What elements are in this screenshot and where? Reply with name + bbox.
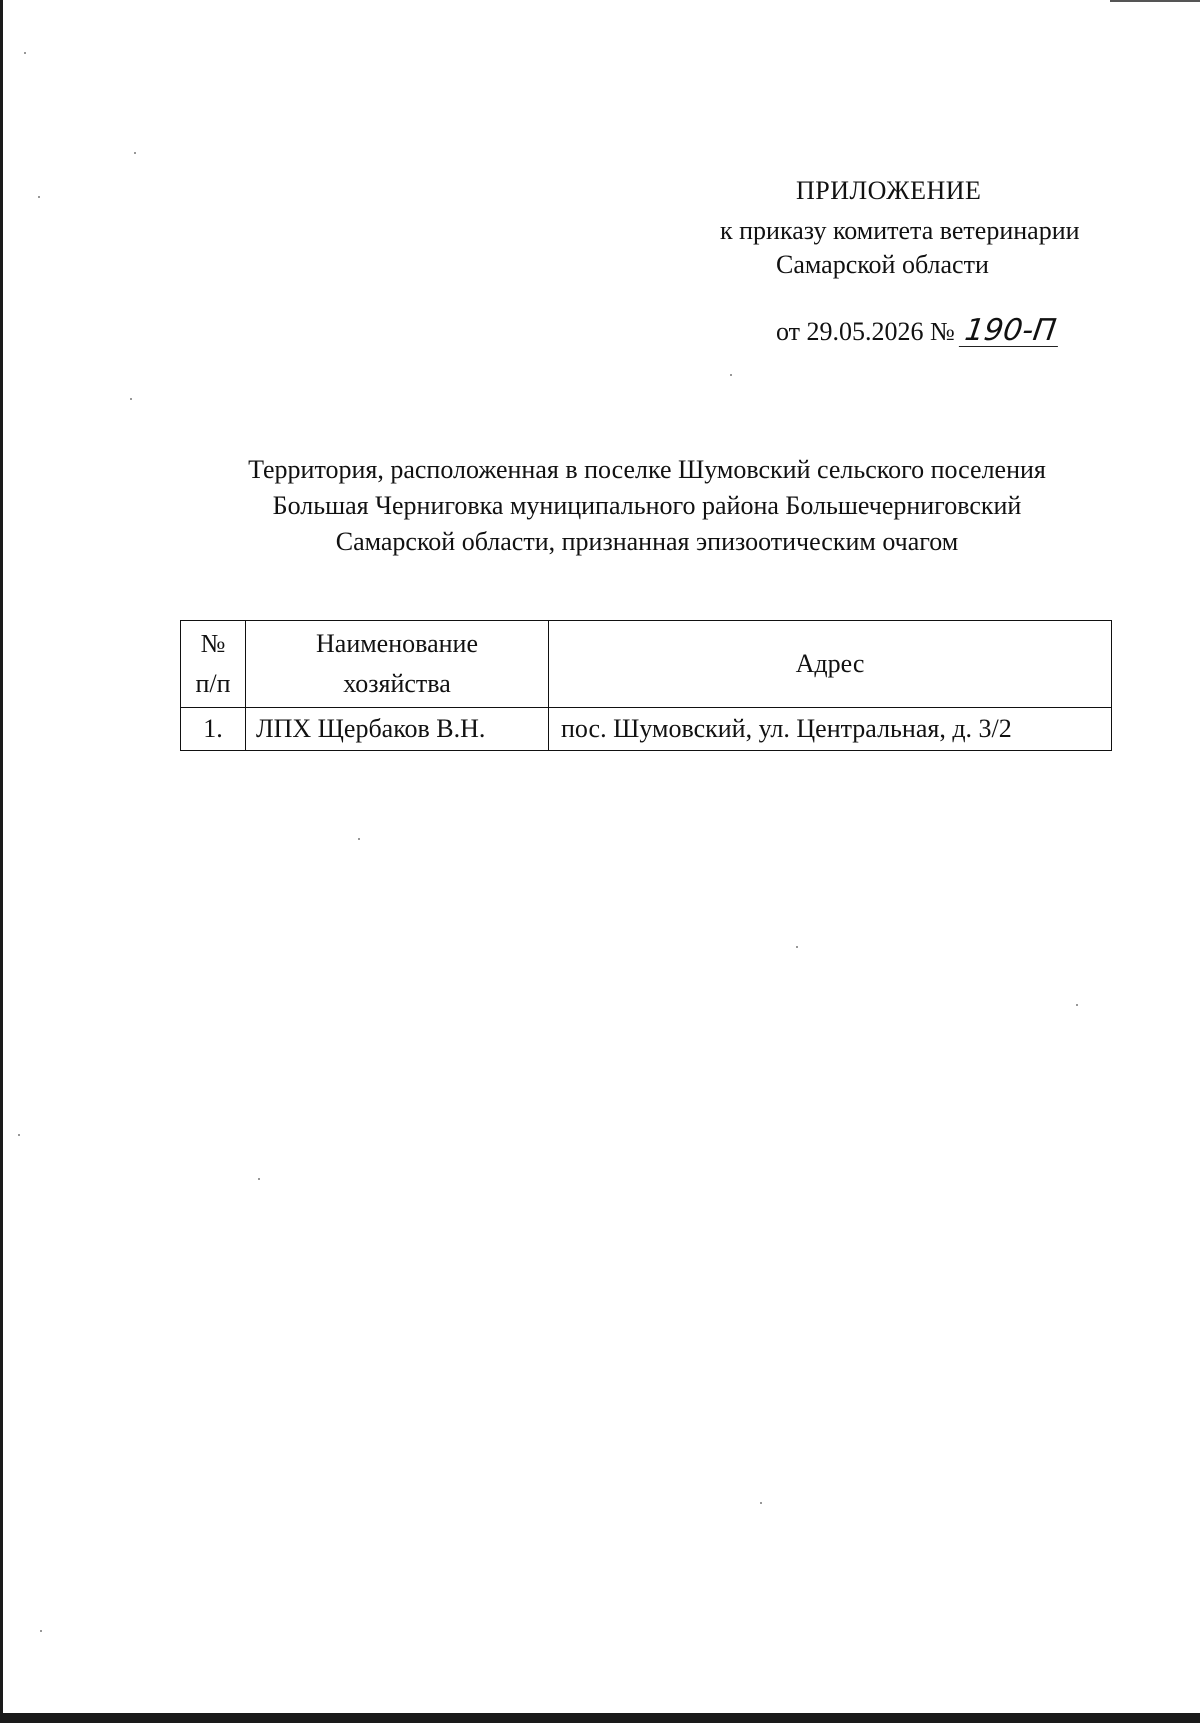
- header-number: [181, 621, 246, 708]
- scan-speck: [40, 1630, 42, 1632]
- table-header-row: [181, 621, 1112, 708]
- scan-speck: [258, 1178, 260, 1180]
- heading-line: Большая Черниговка муниципального района Большечерниговский: [272, 491, 1022, 520]
- scan-speck: [1076, 1004, 1078, 1006]
- appendix-title: ПРИЛОЖЕНИЕ: [796, 176, 982, 205]
- scan-speck: [24, 52, 26, 54]
- order-reference: [776, 313, 1060, 348]
- header-number-line2: п/п: [195, 669, 231, 698]
- scan-edge-top: [1110, 0, 1200, 2]
- order-number-handwritten: 190-П: [959, 316, 1062, 347]
- farms-table: [180, 620, 1112, 751]
- order-date: от 29.05.2026 №: [776, 317, 955, 346]
- appendix-subtitle-line1: к приказу комитета ветеринарии: [720, 216, 1080, 245]
- scan-speck: [760, 1502, 762, 1504]
- scan-speck: [130, 398, 132, 400]
- scan-speck: [18, 1134, 20, 1136]
- header-name-line1: Наименование: [316, 629, 478, 658]
- row-farm-name: ЛПХ Щербаков В.Н.: [246, 708, 549, 751]
- header-address: Адрес: [549, 621, 1112, 708]
- header-name: [246, 621, 549, 708]
- scan-edge-bottom: [0, 1713, 1200, 1723]
- scan-speck: [796, 946, 798, 948]
- heading-line: Территория, расположенная в поселке Шумовский сельского поселения: [248, 455, 1046, 484]
- table-row: [181, 708, 1112, 751]
- row-number: 1.: [181, 708, 246, 751]
- row-address: пос. Шумовский, ул. Центральная, д. 3/2: [549, 708, 1112, 751]
- scan-edge-left: [0, 0, 3, 1723]
- header-name-line2: хозяйства: [343, 669, 451, 698]
- scan-speck: [134, 152, 136, 154]
- header-number-line1: №: [200, 629, 226, 658]
- scan-speck: [38, 196, 40, 198]
- scan-speck: [358, 838, 360, 840]
- appendix-subtitle-line2: Самарской области: [776, 250, 989, 279]
- heading-line: Самарской области, признанная эпизоотическим очагом: [335, 527, 959, 556]
- document-heading: [150, 452, 1144, 560]
- scan-speck: [730, 374, 732, 376]
